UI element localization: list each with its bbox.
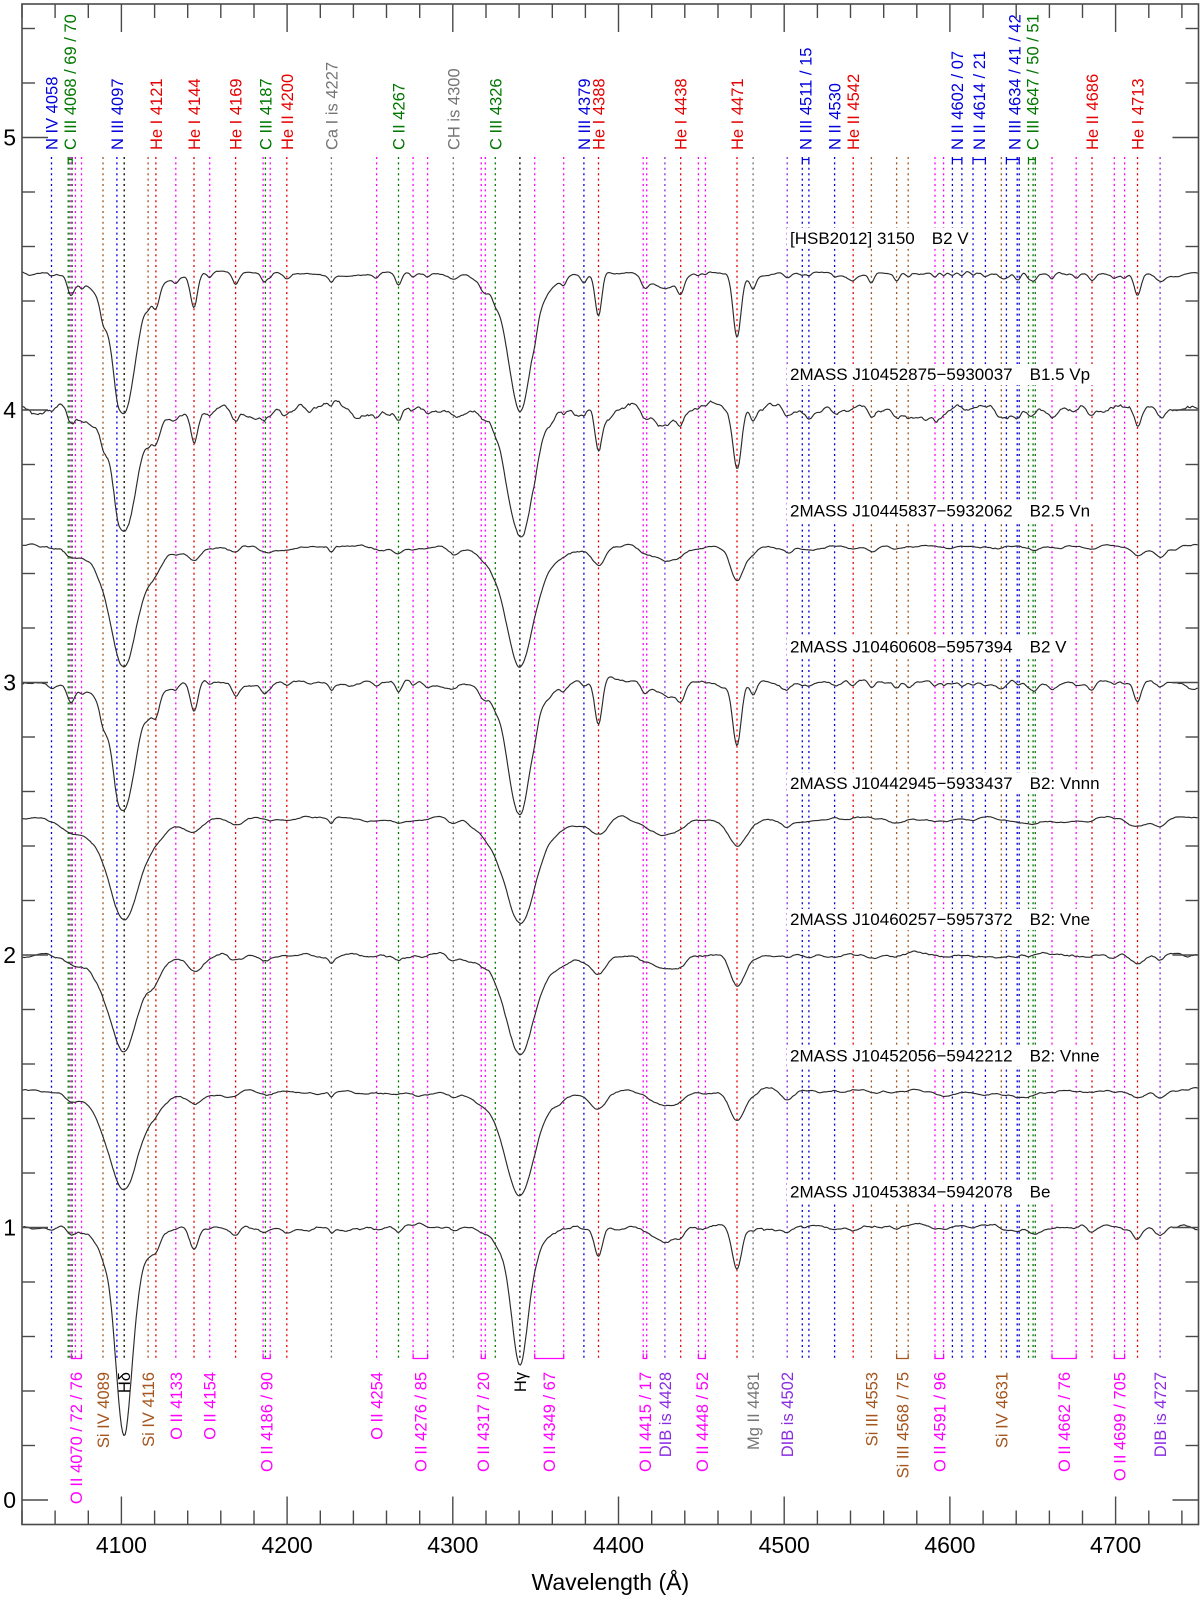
line-id-label: O II 4699 / 705 — [1111, 1372, 1130, 1482]
line-marker-bracket — [263, 1354, 270, 1359]
line-id-label: Si IV 4089 — [95, 1372, 113, 1449]
x-axis-tick-label: 4400 — [592, 1532, 645, 1558]
line-id-label: He I 4471 — [729, 78, 747, 150]
line-marker-bracket — [1029, 160, 1036, 165]
x-axis-tick-label: 4500 — [758, 1532, 810, 1558]
star-label: [HSB2012] 3150 B2 V — [790, 228, 969, 248]
line-markers — [52, 157, 1161, 1361]
line-id-label: He I 4713 — [1129, 78, 1148, 150]
line-id-label: Mg II 4481 — [745, 1372, 764, 1450]
y-axis-tick-label: 2 — [3, 942, 16, 968]
spectrum-line — [22, 271, 1198, 413]
line-id-label: Ca I is 4227 — [323, 61, 342, 150]
line-id-label: DIB is 4428 — [656, 1372, 675, 1458]
line-id-label: N III 4097 — [108, 78, 127, 150]
y-axis-tick-label: 3 — [3, 669, 16, 696]
spectrum-line — [22, 816, 1198, 924]
line-id-label: O II 4276 / 85 — [412, 1372, 431, 1472]
line-marker-bracket — [802, 160, 809, 165]
line-id-label: He I 4169 — [227, 78, 246, 150]
star-label: 2MASS J10453834−5942078 Be — [790, 1182, 1051, 1202]
star-label: 2MASS J10452875−5930037 B1.5 Vp — [790, 365, 1091, 384]
line-id-label: Si III 4553 — [863, 1372, 882, 1447]
x-axis-tick-label: 4200 — [261, 1532, 313, 1558]
star-label: 2MASS J10452056−5942212 B2: Vnne — [790, 1046, 1100, 1066]
spectrum-line — [22, 1088, 1198, 1196]
star-label: 2MASS J10460257−5957372 B2: Vne — [790, 910, 1091, 929]
line-id-label: N III 4634 / 41 / 42 — [1006, 14, 1025, 150]
line-id-label: He I 4388 — [590, 78, 609, 150]
x-axis-tick-label: 4600 — [924, 1532, 976, 1558]
y-axis-tick-label: 5 — [3, 124, 16, 151]
line-id-label: C III 4326 — [487, 78, 506, 150]
y-axis-tick-label: 1 — [3, 1214, 16, 1241]
line-marker-bracket — [535, 1354, 564, 1359]
line-marker-bracket — [897, 1354, 909, 1359]
line-id-label: N II 4530 — [826, 83, 845, 150]
spectra — [22, 271, 1198, 1435]
line-id-label: N II 4614 / 21 — [971, 50, 990, 150]
line-id-label: DIB is 4502 — [779, 1372, 798, 1458]
line-id-label: O II 4070 / 72 / 76 — [68, 1372, 87, 1505]
line-id-label: Hδ — [116, 1372, 135, 1394]
line-id-label: He I 4144 — [186, 78, 204, 150]
line-id-label: He I 4438 — [672, 78, 691, 150]
line-marker-bracket — [973, 160, 985, 165]
spectrum-line — [22, 677, 1198, 815]
line-id-label: O II 4154 — [201, 1372, 220, 1440]
line-id-label: CH is 4300 — [445, 68, 464, 150]
line-id-label: He II 4686 — [1084, 73, 1102, 150]
line-id-label: N III 4511 / 15 — [797, 47, 816, 150]
line-id-label: O II 4415 / 17 — [637, 1372, 655, 1472]
x-axis-tick-label: 4100 — [95, 1532, 147, 1558]
line-marker-bracket — [413, 1354, 428, 1359]
y-axis-tick-label: 0 — [3, 1487, 16, 1513]
line-marker-bracket — [72, 1354, 82, 1359]
line-id-label: N II 4602 / 07 — [949, 50, 968, 150]
line-id-label: O II 4317 / 20 — [475, 1372, 494, 1472]
line-id-label: O II 4349 / 67 — [541, 1372, 560, 1472]
spectrum-line — [22, 1223, 1198, 1435]
line-id-label: He I 4121 — [147, 78, 166, 150]
y-axis-tick-label: 4 — [3, 397, 16, 423]
x-axis-tick-label: 4300 — [427, 1532, 479, 1558]
line-id-label: O II 4591 / 96 — [931, 1372, 950, 1472]
x-axis-tick-label: 4700 — [1090, 1532, 1142, 1558]
line-id-label: C III 4647 / 50 / 51 — [1024, 14, 1043, 150]
line-id-label: N III 4379 — [575, 78, 594, 150]
line-marker-bracket — [643, 1354, 647, 1359]
line-marker-bracket — [1114, 1354, 1124, 1359]
plot-frame — [22, 4, 1199, 1525]
line-id-label: C II 4267 — [390, 83, 409, 150]
line-id-label: N IV 4058 — [43, 76, 62, 150]
line-id-label: He II 4542 — [845, 73, 864, 150]
line-id-label: O II 4133 — [167, 1372, 186, 1440]
line-id-label: C III 4068 / 69 / 70 — [62, 14, 81, 150]
star-label: 2MASS J10445837−5932062 B2.5 Vn — [790, 501, 1091, 521]
line-id-label: O II 4254 — [368, 1372, 387, 1440]
line-id-label: O II 4448 / 52 — [693, 1372, 712, 1472]
line-id-label: Hγ — [511, 1372, 530, 1393]
star-label: 2MASS J10460608−5957394 B2 V — [790, 637, 1067, 657]
line-id-label: Si IV 4631 — [993, 1372, 1012, 1449]
x-axis-title: Wavelength (Å) — [531, 1569, 690, 1595]
line-marker-bracket — [1052, 1354, 1076, 1359]
star-label: 2MASS J10442945−5933437 B2: Vnnn — [790, 773, 1100, 793]
line-id-label: Si IV 4116 — [140, 1372, 159, 1447]
line-id-label: He II 4200 — [278, 73, 297, 150]
line-id-label: O II 4662 / 76 — [1056, 1372, 1075, 1472]
line-id-label: O II 4186 / 90 — [258, 1372, 277, 1472]
line-marker-bracket — [952, 160, 962, 165]
line-id-label: C III 4187 — [257, 78, 276, 150]
line-id-label: DIB is 4727 — [1152, 1372, 1171, 1458]
line-marker-bracket — [698, 1354, 705, 1359]
line-id-label: Si III 4568 / 75 — [894, 1372, 913, 1479]
spectrum-line — [22, 951, 1198, 1055]
line-marker-bracket — [935, 1354, 944, 1359]
